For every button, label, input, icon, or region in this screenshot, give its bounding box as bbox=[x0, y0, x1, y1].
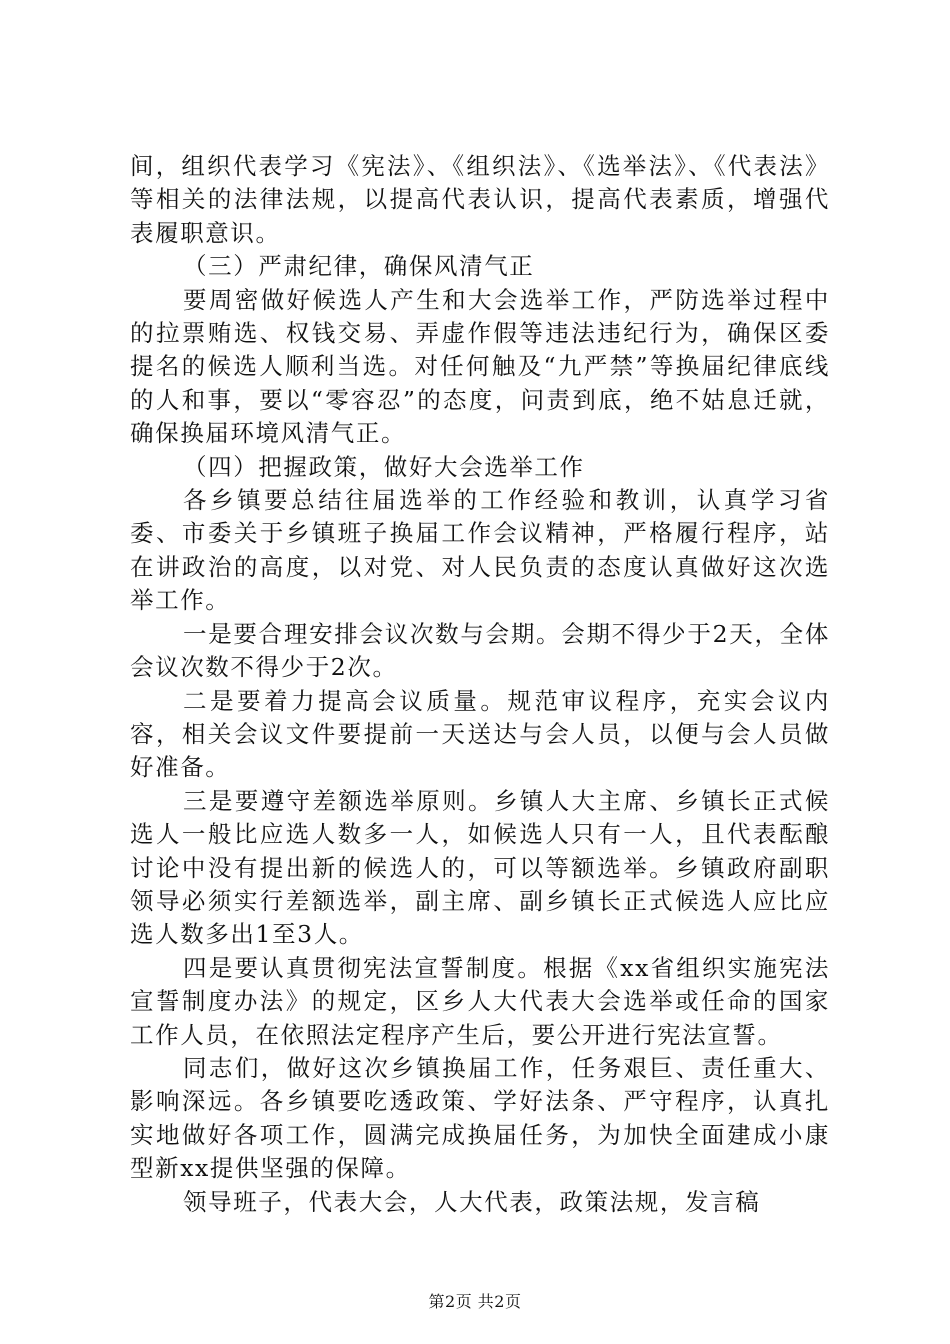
heading-section-three: （三）严肃纪律，确保风清气正 bbox=[183, 252, 535, 281]
paragraph-point-one: 一是要合理安排会议次数与会期。会期不得少于2天，全体会议次数不得少于2次。 bbox=[130, 619, 830, 682]
page-number-footer: 第2页 共2页 bbox=[428, 1292, 522, 1311]
paragraph-point-four: 四是要认真贯彻宪法宣誓制度。根据《xx省组织实施宪法宣誓制度办法》的规定，区乡人大代表大会选举或任命的国家工作人员，在依照法定程序产生后，要公开进行宪法宣誓。 bbox=[130, 953, 830, 1049]
paragraph-study-laws: 间，组织代表学习《宪法》、《组织法》、《选举法》、《代表法》等相关的法律法规，以提高代表认识，提高代表素质，增强代表履职意识。 bbox=[130, 152, 830, 247]
paragraph-point-three: 三是要遵守差额选举原则。乡镇人大主席、乡镇长正式候选人一般比应选人数多一人，如候选人只有一人，且代表酝酿讨论中没有提出新的候选人的，可以等额选举。乡镇政府副职领导必须实行差额选举，副主席、副乡镇长正式候选人应比应选人数多出1至3人。 bbox=[130, 786, 830, 949]
document-body bbox=[130, 150, 830, 1219]
paragraph-point-two: 二是要着力提高会议质量。规范审议程序，充实会议内容，相关会议文件要提前一天送达与会人员，以便与会人员做好准备。 bbox=[130, 686, 830, 782]
paragraph-discipline: 要周密做好候选人产生和大会选举工作，严防选举过程中的拉票贿选、权钱交易、弄虚作假等违法违纪行为，确保区委提名的候选人顺利当选。对任何触及“九严禁”等换届纪律底线的人和事，要以“零容忍”的态度，问责到底，绝不姑息迁就，确保换届环境风清气正。 bbox=[130, 285, 830, 448]
keywords-line: 领导班子，代表大会，人大代表，政策法规，发言稿 bbox=[183, 1187, 761, 1216]
heading-section-four: （四）把握政策，做好大会选举工作 bbox=[183, 452, 585, 481]
paragraph-election-work: 各乡镇要总结往届选举的工作经验和教训，认真学习省委、市委关于乡镇班子换届工作会议精神，严格履行程序，站在讲政治的高度，以对党、对人民负责的态度认真做好这次选举工作。 bbox=[130, 486, 830, 615]
paragraph-closing: 同志们，做好这次乡镇换届工作，任务艰巨、责任重大、影响深远。各乡镇要吃透政策、学好法条、严守程序，认真扎实地做好各项工作，圆满完成换届任务，为加快全面建成小康型新xx提供坚强的保障。 bbox=[130, 1053, 830, 1183]
